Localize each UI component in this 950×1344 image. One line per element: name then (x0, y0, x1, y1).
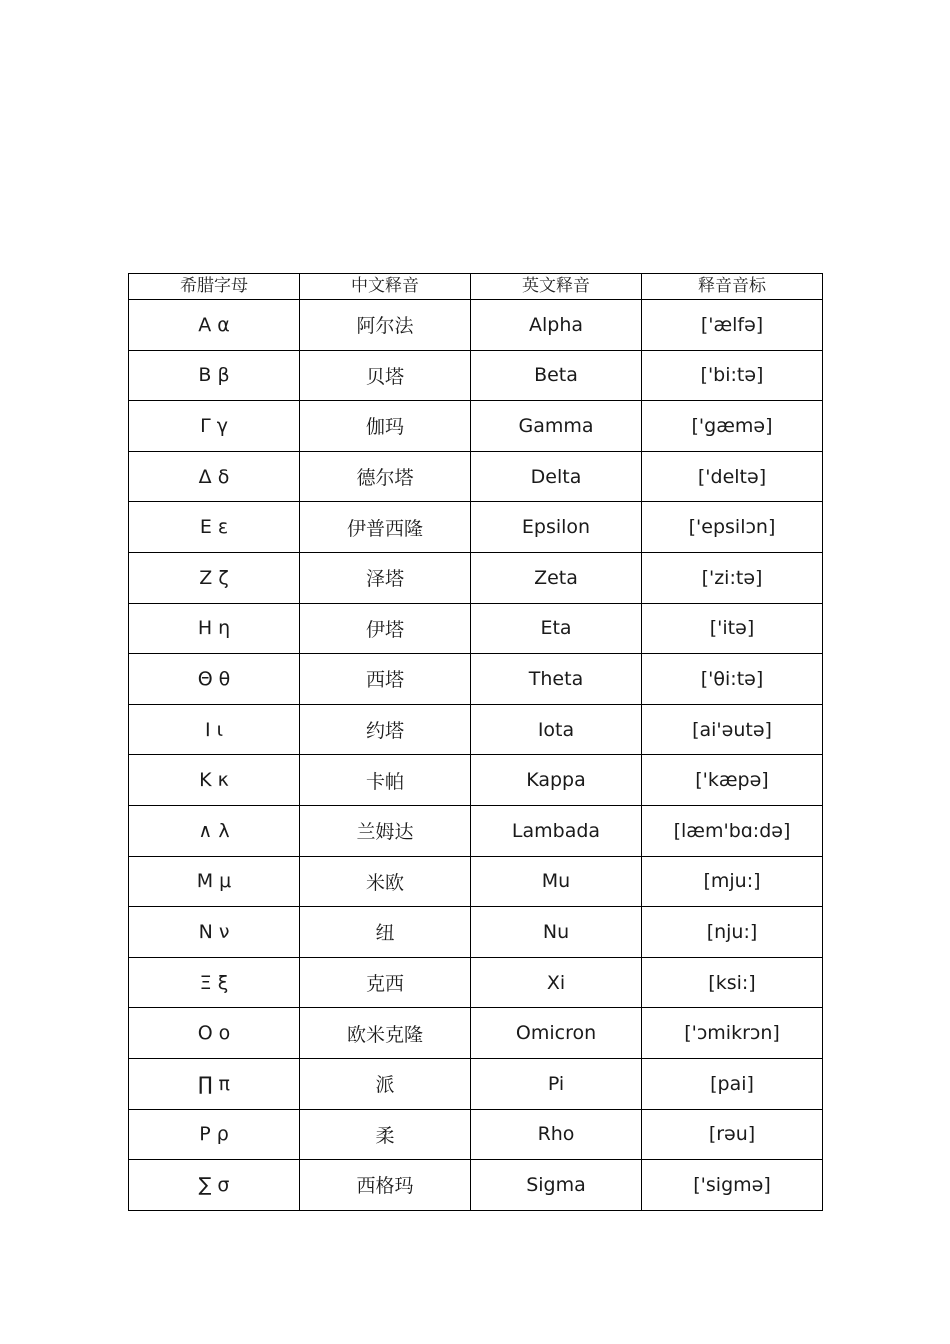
cell-greek-letter: Ρ ρ (129, 1109, 300, 1160)
cell-ipa: [nju:] (642, 907, 823, 958)
cell-greek-letter: Μ μ (129, 856, 300, 907)
cell-chinese: 柔 (300, 1109, 471, 1160)
table-row (129, 502, 823, 553)
cell-english: Zeta (471, 552, 642, 603)
header-greek-letter: 希腊字母 (129, 274, 300, 300)
cell-chinese: 西塔 (300, 654, 471, 705)
table-body (129, 300, 823, 1211)
cell-greek-letter: Η η (129, 603, 300, 654)
cell-ipa: ['sigmə] (642, 1160, 823, 1211)
table-row (129, 1160, 823, 1211)
cell-ipa: [ksi:] (642, 957, 823, 1008)
cell-ipa: ['epsilɔn] (642, 502, 823, 553)
cell-ipa: ['kæpə] (642, 755, 823, 806)
table-row (129, 451, 823, 502)
cell-chinese: 米欧 (300, 856, 471, 907)
cell-ipa: ['gæmə] (642, 401, 823, 452)
cell-english: Lambada (471, 805, 642, 856)
cell-greek-letter: ∑ σ (129, 1160, 300, 1211)
cell-chinese: 纽 (300, 907, 471, 958)
cell-greek-letter: Ξ ξ (129, 957, 300, 1008)
cell-greek-letter: Δ δ (129, 451, 300, 502)
cell-english: Pi (471, 1058, 642, 1109)
table-row (129, 957, 823, 1008)
cell-chinese: 约塔 (300, 704, 471, 755)
table-row (129, 856, 823, 907)
cell-chinese: 阿尔法 (300, 300, 471, 351)
header-phonetic-symbol: 释音音标 (642, 274, 823, 300)
table-row (129, 755, 823, 806)
cell-english: Mu (471, 856, 642, 907)
cell-chinese: 贝塔 (300, 350, 471, 401)
header-english-pronunciation: 英文释音 (471, 274, 642, 300)
cell-ipa: ['ælfə] (642, 300, 823, 351)
table-row (129, 1109, 823, 1160)
table-row (129, 1058, 823, 1109)
table-row (129, 401, 823, 452)
cell-ipa: [mju:] (642, 856, 823, 907)
cell-ipa: ['itə] (642, 603, 823, 654)
cell-chinese: 欧米克隆 (300, 1008, 471, 1059)
cell-ipa: [læm'bɑ:də] (642, 805, 823, 856)
cell-ipa: ['bi:tə] (642, 350, 823, 401)
table-row (129, 1008, 823, 1059)
cell-greek-letter: Ζ ζ (129, 552, 300, 603)
cell-greek-letter: ∧ λ (129, 805, 300, 856)
table-row (129, 805, 823, 856)
cell-greek-letter: Ι ι (129, 704, 300, 755)
table-row (129, 603, 823, 654)
cell-ipa: [pai] (642, 1058, 823, 1109)
cell-ipa: ['zi:tə] (642, 552, 823, 603)
table-row (129, 654, 823, 705)
header-chinese-pronunciation: 中文释音 (300, 274, 471, 300)
cell-chinese: 德尔塔 (300, 451, 471, 502)
cell-chinese: 伊塔 (300, 603, 471, 654)
cell-greek-letter: Α α (129, 300, 300, 351)
table-header-row (129, 274, 823, 300)
cell-ipa: ['θi:tə] (642, 654, 823, 705)
cell-english: Beta (471, 350, 642, 401)
cell-ipa: ['deltə] (642, 451, 823, 502)
cell-greek-letter: Ο ο (129, 1008, 300, 1059)
cell-english: Sigma (471, 1160, 642, 1211)
cell-greek-letter: Θ θ (129, 654, 300, 705)
cell-chinese: 兰姆达 (300, 805, 471, 856)
cell-greek-letter: Β β (129, 350, 300, 401)
table-row (129, 300, 823, 351)
cell-english: Eta (471, 603, 642, 654)
cell-english: Nu (471, 907, 642, 958)
greek-alphabet-table (128, 273, 823, 1211)
cell-english: Omicron (471, 1008, 642, 1059)
cell-english: Iota (471, 704, 642, 755)
cell-english: Rho (471, 1109, 642, 1160)
cell-chinese: 克西 (300, 957, 471, 1008)
cell-chinese: 西格玛 (300, 1160, 471, 1211)
cell-chinese: 伽玛 (300, 401, 471, 452)
cell-english: Alpha (471, 300, 642, 351)
cell-english: Theta (471, 654, 642, 705)
table-row (129, 704, 823, 755)
cell-greek-letter: Ε ε (129, 502, 300, 553)
cell-ipa: [ai'əutə] (642, 704, 823, 755)
cell-greek-letter: Ν ν (129, 907, 300, 958)
table-row (129, 350, 823, 401)
cell-english: Gamma (471, 401, 642, 452)
table-row (129, 552, 823, 603)
cell-english: Xi (471, 957, 642, 1008)
cell-chinese: 派 (300, 1058, 471, 1109)
cell-chinese: 泽塔 (300, 552, 471, 603)
cell-greek-letter: Κ κ (129, 755, 300, 806)
cell-chinese: 伊普西隆 (300, 502, 471, 553)
cell-english: Delta (471, 451, 642, 502)
cell-greek-letter: Γ γ (129, 401, 300, 452)
table-row (129, 907, 823, 958)
cell-ipa: [rəu] (642, 1109, 823, 1160)
cell-greek-letter: ∏ π (129, 1058, 300, 1109)
cell-english: Kappa (471, 755, 642, 806)
cell-ipa: ['ɔmikrɔn] (642, 1008, 823, 1059)
cell-english: Epsilon (471, 502, 642, 553)
cell-chinese: 卡帕 (300, 755, 471, 806)
